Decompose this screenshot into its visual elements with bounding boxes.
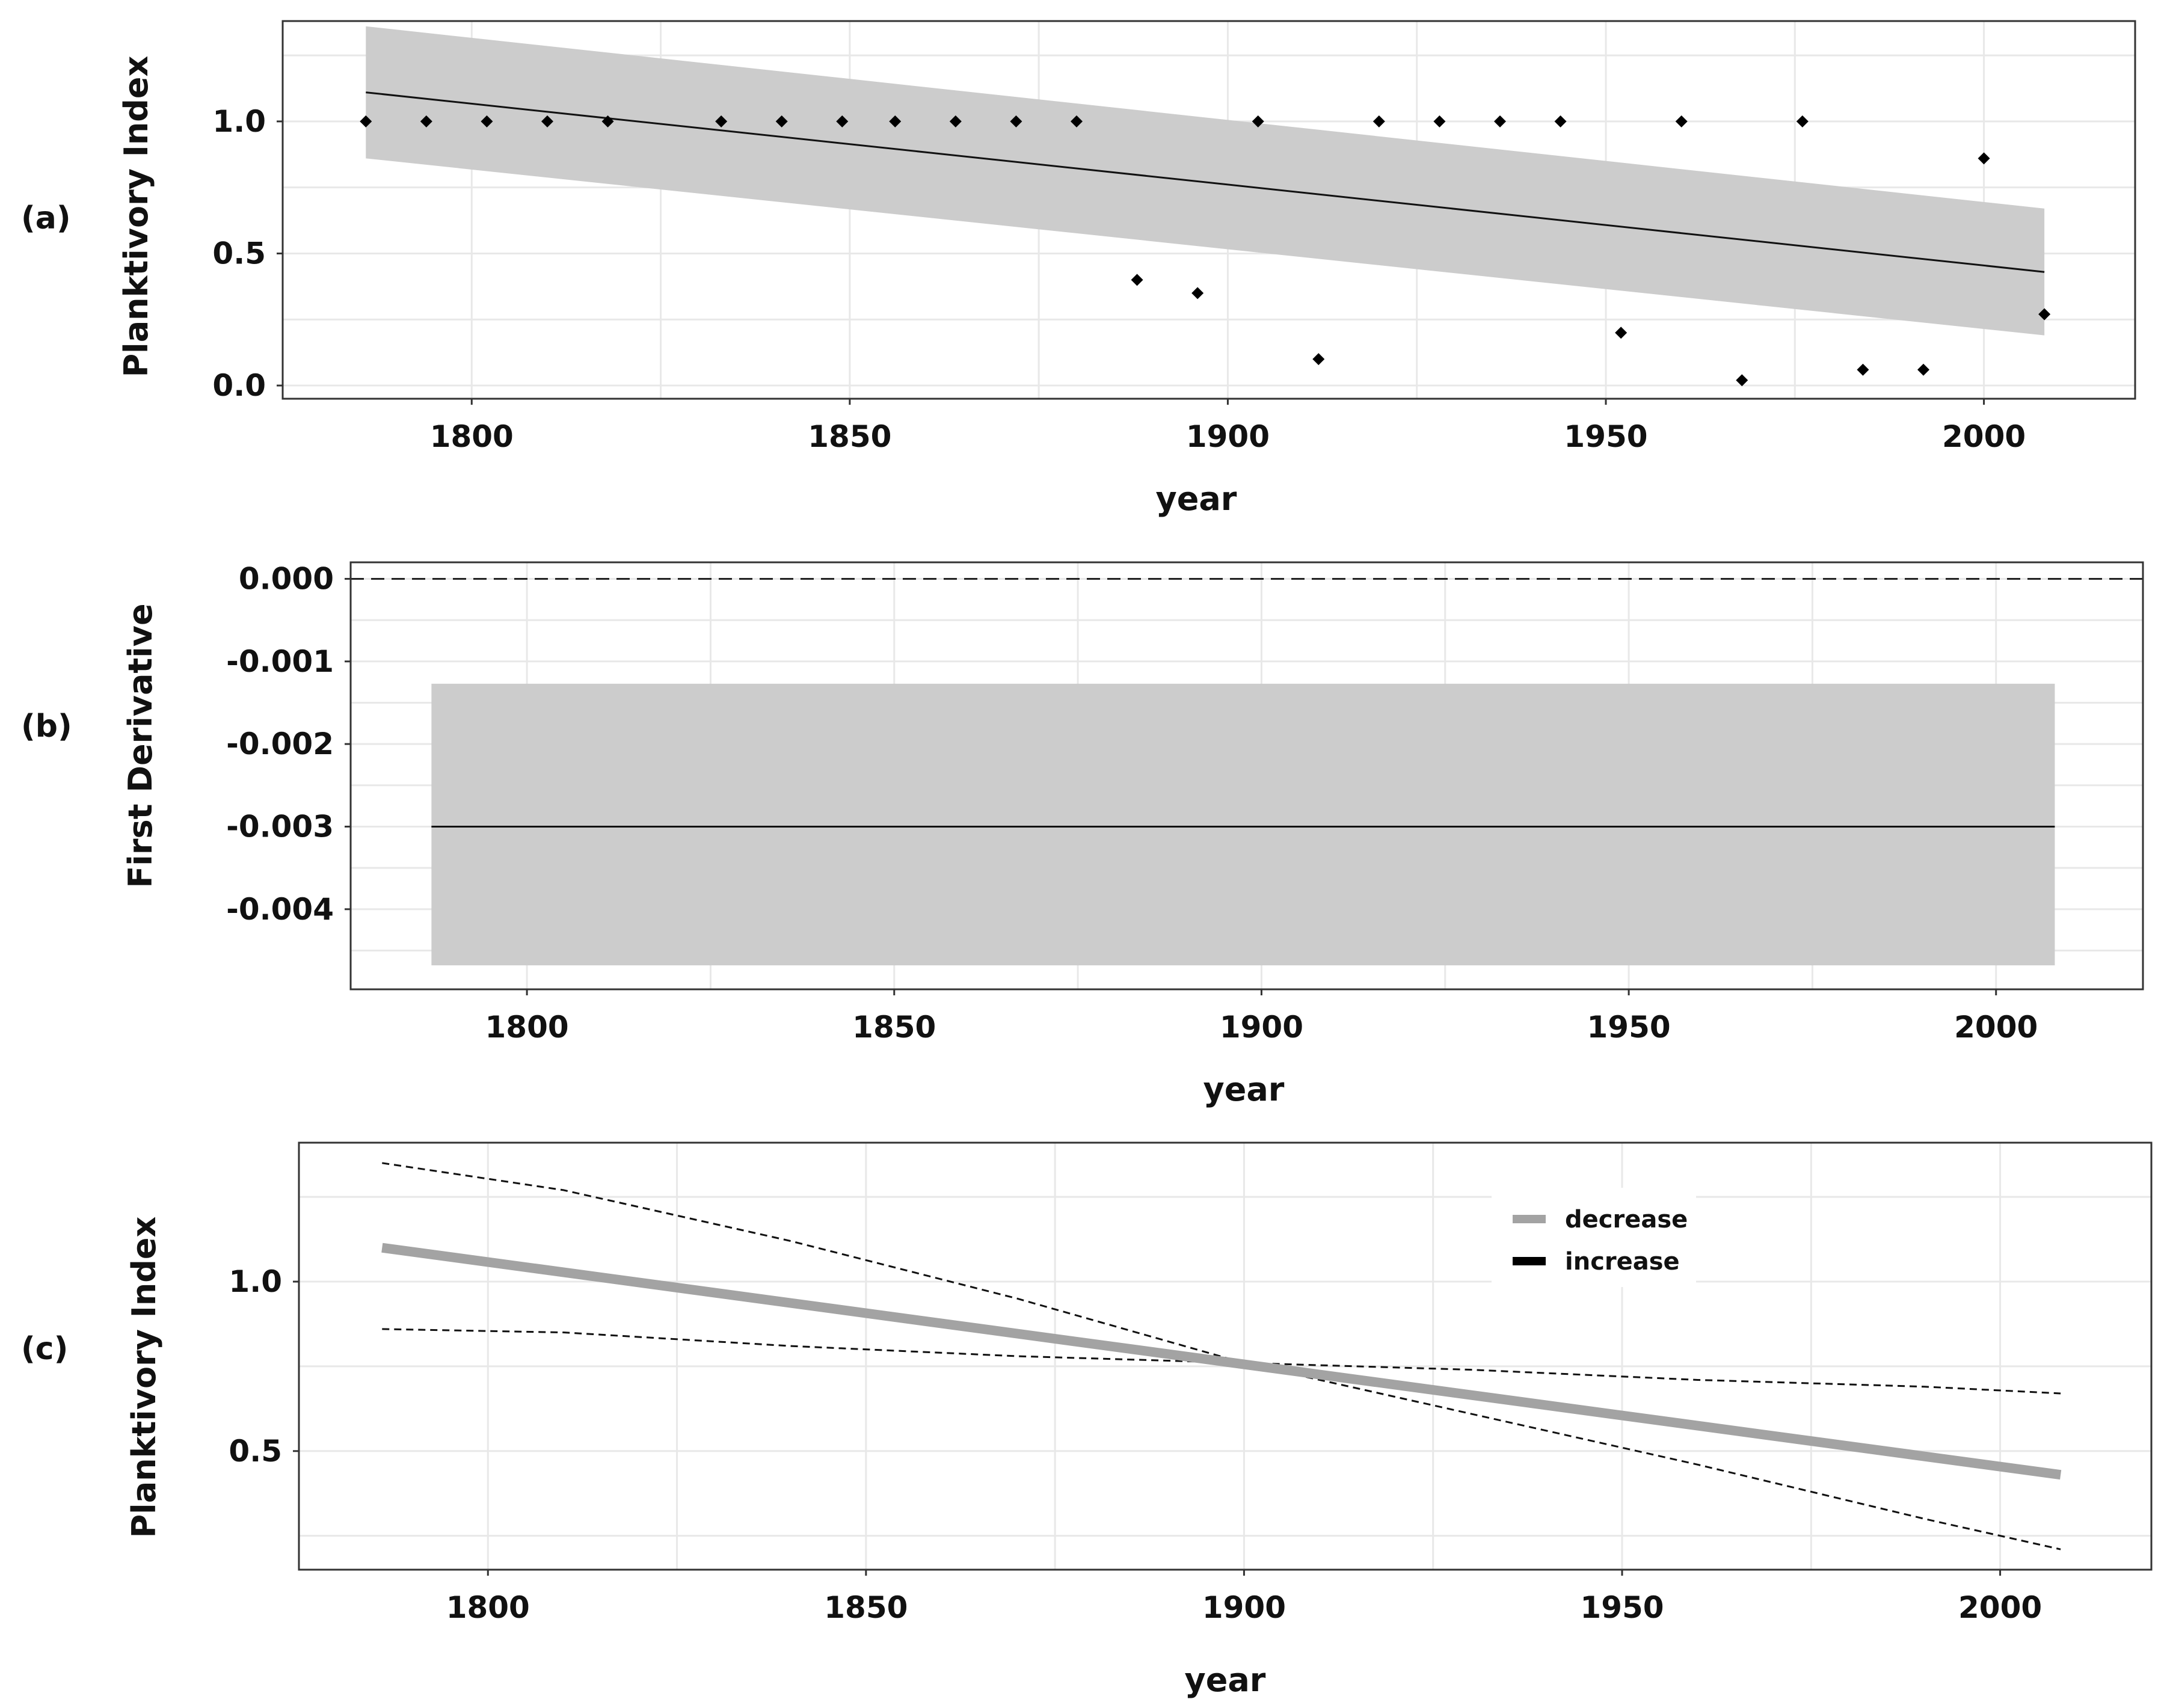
x-tick-label: 2000 xyxy=(1958,1590,2043,1625)
legend-label-increase: increase xyxy=(1565,1248,1680,1276)
x-tick-label: 1950 xyxy=(1564,419,1648,454)
y-tick-label: -0.003 xyxy=(226,809,334,844)
panel-b-y-axis-title: First Derivative xyxy=(121,603,159,888)
panel-a-label: (a) xyxy=(21,200,71,236)
x-tick-label: 1850 xyxy=(808,419,892,454)
y-tick-label: 0.000 xyxy=(238,561,334,597)
panel-c-label: (c) xyxy=(21,1331,69,1367)
panel-c-y-axis-title: Planktivory Index xyxy=(125,1216,163,1538)
panel-a-y-axis-title: Planktivory Index xyxy=(117,55,155,378)
x-tick-label: 1950 xyxy=(1580,1590,1664,1625)
panel-b-label: (b) xyxy=(21,708,72,745)
x-tick-label: 1900 xyxy=(1219,1010,1304,1045)
y-tick-label: 1.0 xyxy=(212,103,266,139)
x-tick-label: 1900 xyxy=(1185,419,1270,454)
panel-a-x-axis-title: year xyxy=(1155,480,1237,518)
panel-c-legend xyxy=(1492,1188,1696,1287)
x-tick-label: 2000 xyxy=(1941,419,2026,454)
x-tick-label: 1900 xyxy=(1202,1590,1286,1625)
x-tick-label: 1800 xyxy=(429,419,514,454)
x-tick-label: 1800 xyxy=(446,1590,530,1625)
y-tick-label: 1.0 xyxy=(229,1264,282,1300)
panel-b-confidence-band xyxy=(431,684,2055,965)
y-tick-label: 0.5 xyxy=(229,1433,282,1469)
y-tick-label: -0.002 xyxy=(226,727,334,762)
x-tick-label: 1950 xyxy=(1587,1010,1671,1045)
x-tick-label: 2000 xyxy=(1954,1010,2038,1045)
confidence-band-area xyxy=(431,684,2055,965)
x-tick-label: 1850 xyxy=(824,1590,908,1625)
x-tick-label: 1800 xyxy=(485,1010,569,1045)
panel-c-x-axis-title: year xyxy=(1184,1661,1266,1699)
y-tick-label: 0.5 xyxy=(212,236,266,271)
panel-b-x-axis-title: year xyxy=(1203,1071,1285,1108)
y-tick-label: -0.004 xyxy=(226,891,334,927)
x-tick-label: 1850 xyxy=(852,1010,936,1045)
y-tick-label: 0.0 xyxy=(212,368,266,404)
y-tick-label: -0.001 xyxy=(226,644,334,679)
legend-label-decrease: decrease xyxy=(1565,1206,1688,1233)
